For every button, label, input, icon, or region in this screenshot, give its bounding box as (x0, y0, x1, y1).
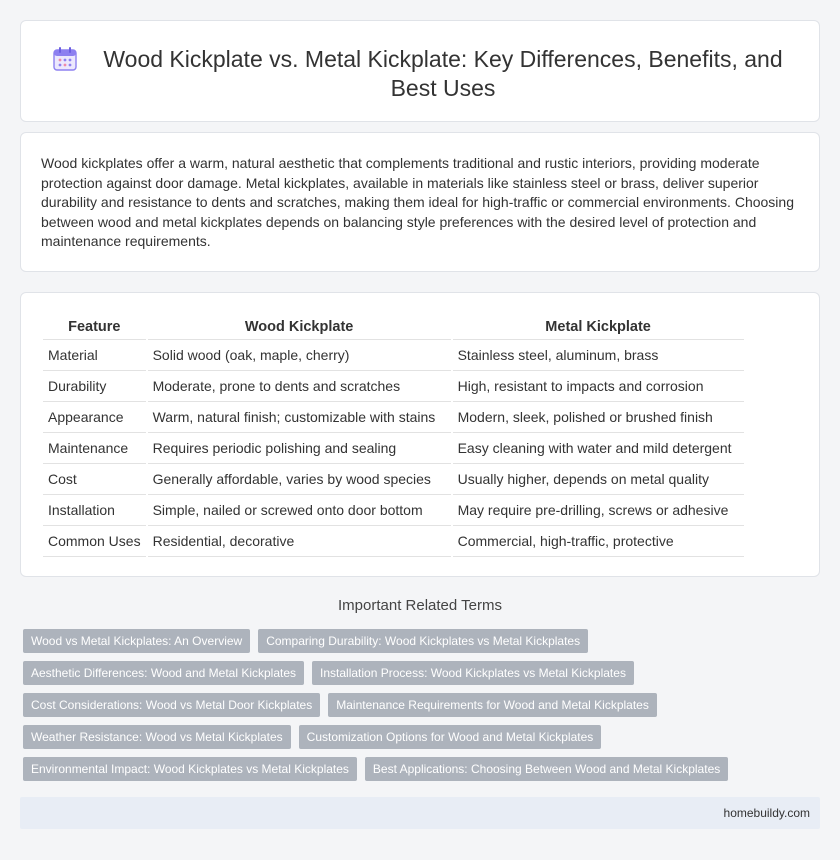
table-cell: Commercial, high-traffic, protective (453, 528, 744, 557)
related-term-tag[interactable]: Best Applications: Choosing Between Wood and Metal Kickplates (365, 757, 728, 781)
table-cell: Usually higher, depends on metal quality (453, 466, 744, 495)
table-row (43, 342, 744, 371)
comparison-table (41, 313, 746, 559)
table-row (43, 373, 744, 402)
table-row (43, 528, 744, 557)
table-cell: High, resistant to impacts and corrosion (453, 373, 744, 402)
column-header-wood: Wood Kickplate (148, 315, 451, 340)
column-header-feature: Feature (43, 315, 146, 340)
table-row (43, 435, 744, 464)
related-term-tag[interactable]: Maintenance Requirements for Wood and Metal Kickplates (328, 693, 657, 717)
table-cell: Material (43, 342, 146, 371)
related-term-tag[interactable]: Weather Resistance: Wood vs Metal Kickplates (23, 725, 291, 749)
table-cell: Requires periodic polishing and sealing (148, 435, 451, 464)
footer (20, 797, 820, 829)
table-cell: Installation (43, 497, 146, 526)
related-terms-heading: Important Related Terms (338, 597, 502, 614)
table-cell: Solid wood (oak, maple, cherry) (148, 342, 451, 371)
related-terms-list (23, 629, 823, 789)
tag-row (23, 661, 823, 685)
table-cell: May require pre-drilling, screws or adhesive (453, 497, 744, 526)
intro-paragraph: Wood kickplates offer a warm, natural aesthetic that complements traditional and rustic interiors, providing moderate protection against door damage. Metal kickplates, available in materials like stainless steel or brass, deliver superior durability and resistance to dents and scratches, making them ideal for high-traffic or commercial environments. Choosing between wood and metal kickplates depends on balancing style preferences with the desired level of protection and maintenance requirements. (41, 155, 794, 250)
table-cell: Stainless steel, aluminum, brass (453, 342, 744, 371)
table-row (43, 466, 744, 495)
table-cell: Easy cleaning with water and mild detergent (453, 435, 744, 464)
related-term-tag[interactable]: Aesthetic Differences: Wood and Metal Kickplates (23, 661, 304, 685)
related-term-tag[interactable]: Customization Options for Wood and Metal Kickplates (299, 725, 602, 749)
table-cell: Durability (43, 373, 146, 402)
table-cell: Residential, decorative (148, 528, 451, 557)
related-term-tag[interactable]: Cost Considerations: Wood vs Metal Door Kickplates (23, 693, 320, 717)
page-title: Wood Kickplate vs. Metal Kickplate: Key Differences, Benefits, and Best Uses (103, 46, 783, 101)
table-cell: Moderate, prone to dents and scratches (148, 373, 451, 402)
table-cell: Common Uses (43, 528, 146, 557)
header-card (20, 20, 820, 122)
tag-row (23, 725, 823, 749)
intro-card (20, 132, 820, 272)
related-term-tag[interactable]: Environmental Impact: Wood Kickplates vs Metal Kickplates (23, 757, 357, 781)
table-row (43, 497, 744, 526)
comparison-table-card (20, 292, 820, 577)
tag-row (23, 629, 823, 653)
table-cell: Generally affordable, varies by wood species (148, 466, 451, 495)
tag-row (23, 693, 823, 717)
related-term-tag[interactable]: Installation Process: Wood Kickplates vs Metal Kickplates (312, 661, 634, 685)
table-cell: Warm, natural finish; customizable with stains (148, 404, 451, 433)
calendar-icon (51, 45, 79, 73)
table-cell: Cost (43, 466, 146, 495)
tag-row (23, 757, 823, 781)
table-cell: Simple, nailed or screwed onto door bottom (148, 497, 451, 526)
table-cell: Appearance (43, 404, 146, 433)
table-row (43, 404, 744, 433)
table-cell: Maintenance (43, 435, 146, 464)
footer-site-link[interactable]: homebuildy.com (723, 806, 810, 820)
related-term-tag[interactable]: Comparing Durability: Wood Kickplates vs Metal Kickplates (258, 629, 588, 653)
column-header-metal: Metal Kickplate (453, 315, 744, 340)
table-header-row (43, 315, 744, 340)
related-term-tag[interactable]: Wood vs Metal Kickplates: An Overview (23, 629, 250, 653)
table-cell: Modern, sleek, polished or brushed finish (453, 404, 744, 433)
